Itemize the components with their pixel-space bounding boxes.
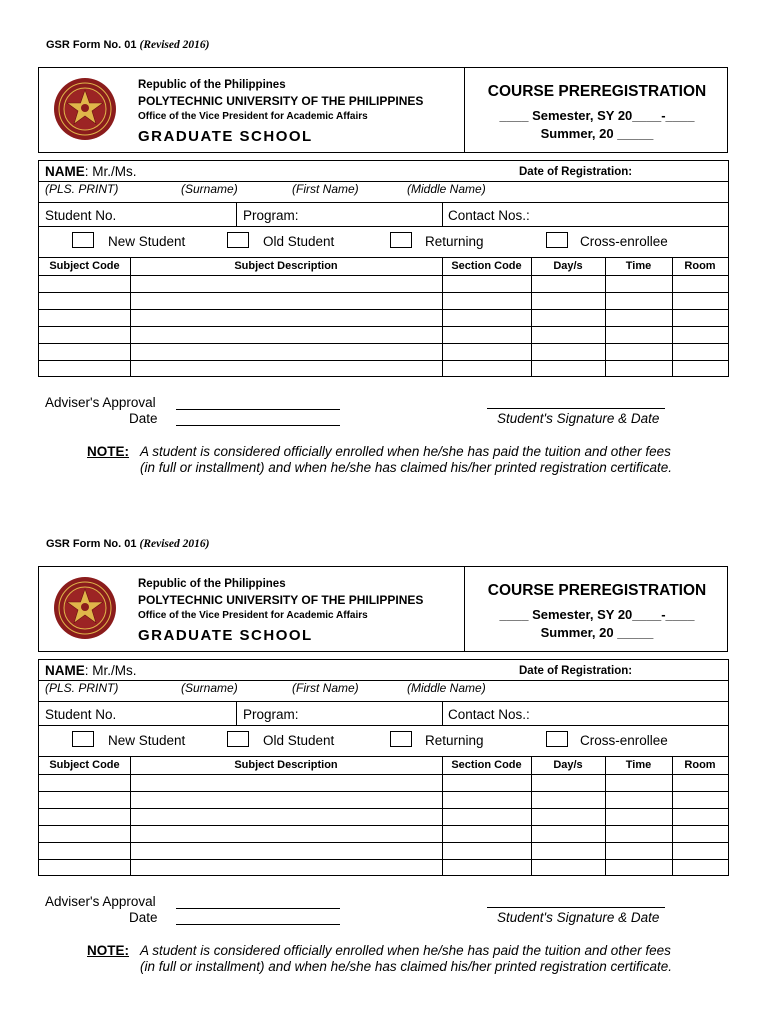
name-field[interactable]: NAME: Mr./Ms. <box>45 663 137 678</box>
column-header-room: Room <box>684 260 716 272</box>
program-field[interactable]: Program: <box>243 707 299 722</box>
form-header <box>38 566 728 652</box>
row-divider <box>39 680 728 681</box>
university-name: POLYTECHNIC UNIVERSITY OF THE PHILIPPINES <box>138 94 424 108</box>
row-divider <box>39 226 728 227</box>
new-student-label: New Student <box>108 733 186 748</box>
office-name: Office of the Vice President for Academic Affairs <box>138 610 368 621</box>
form-title: COURSE PREREGISTRATION <box>487 83 707 100</box>
column-header-days: Day/s <box>553 260 583 272</box>
table-row-line <box>39 326 728 327</box>
student-no-field[interactable]: Student No. <box>45 208 117 223</box>
table-row-line <box>39 275 728 276</box>
note-label: NOTE: <box>87 444 129 459</box>
pls-print-label: (PLS. PRINT) <box>45 681 119 695</box>
revision-note: (Revised 2016) <box>139 39 210 51</box>
cross-enrollee-checkbox[interactable] <box>546 731 568 747</box>
university-name: POLYTECHNIC UNIVERSITY OF THE PHILIPPINES <box>138 593 424 607</box>
registration-table <box>38 160 729 377</box>
table-row-line <box>39 842 728 843</box>
pls-print-label: (PLS. PRINT) <box>45 182 119 196</box>
note-line-2: (in full or installment) and when he/she has claimed his/her printed registration certificate. <box>140 959 673 974</box>
column-header-section-code: Section Code <box>451 759 522 771</box>
preregistration-form <box>0 499 768 998</box>
registration-table <box>38 659 729 876</box>
row-divider <box>39 725 728 726</box>
row-divider <box>39 701 728 702</box>
revision-note: (Revised 2016) <box>139 538 210 550</box>
new-student-checkbox[interactable] <box>72 731 94 747</box>
table-row-line <box>39 774 728 775</box>
office-name: Office of the Vice President for Academic Affairs <box>138 111 368 122</box>
old-student-checkbox[interactable] <box>227 232 249 248</box>
old-student-checkbox[interactable] <box>227 731 249 747</box>
returning-label: Returning <box>425 234 484 249</box>
semester-line: ____ Semester, SY 20____-____ <box>499 607 695 622</box>
name-field[interactable]: NAME: Mr./Ms. <box>45 164 137 179</box>
cell-divider <box>236 202 237 226</box>
column-header-room: Room <box>684 759 716 771</box>
contact-nos-field[interactable]: Contact Nos.: <box>448 208 530 223</box>
old-student-label: Old Student <box>263 733 335 748</box>
summer-line: Summer, 20 _____ <box>540 126 654 141</box>
student-signature-label: Student's Signature & Date <box>497 411 660 426</box>
note-line-1: A student is considered officially enrolled when he/she has paid the tuition and other fees <box>140 943 671 958</box>
form-title: COURSE PREREGISTRATION <box>487 582 707 599</box>
school-name: GRADUATE SCHOOL <box>138 627 313 644</box>
table-row-line <box>39 343 728 344</box>
returning-checkbox[interactable] <box>390 232 412 248</box>
advisers-approval-label: Adviser's Approval <box>45 395 156 410</box>
semester-line: ____ Semester, SY 20____-____ <box>499 108 695 123</box>
old-student-label: Old Student <box>263 234 335 249</box>
approval-date-line[interactable] <box>176 909 340 925</box>
form-number: GSR Form No. 01 (Revised 2016) <box>46 538 210 550</box>
republic-label: Republic of the Philippines <box>138 79 286 91</box>
date-of-registration-label: Date of Registration: <box>519 166 633 178</box>
cell-divider <box>236 701 237 725</box>
column-header-subject-code: Subject Code <box>49 260 120 272</box>
column-header-subject-code: Subject Code <box>49 759 120 771</box>
contact-nos-field[interactable]: Contact Nos.: <box>448 707 530 722</box>
republic-label: Republic of the Philippines <box>138 578 286 590</box>
column-header-time: Time <box>625 260 652 272</box>
advisers-approval-label: Adviser's Approval <box>45 894 156 909</box>
returning-label: Returning <box>425 733 484 748</box>
pup-seal-icon <box>53 576 117 640</box>
column-header-subject-description: Subject Description <box>234 759 338 771</box>
table-row-line <box>39 859 728 860</box>
school-name: GRADUATE SCHOOL <box>138 128 313 145</box>
table-row-line <box>39 360 728 361</box>
new-student-checkbox[interactable] <box>72 232 94 248</box>
row-divider <box>39 257 728 258</box>
advisers-approval-line[interactable] <box>176 394 340 410</box>
student-signature-label: Student's Signature & Date <box>497 910 660 925</box>
middle-name-label: (Middle Name) <box>407 681 486 695</box>
new-student-label: New Student <box>108 234 186 249</box>
approval-date-label: Date <box>129 910 158 925</box>
advisers-approval-line[interactable] <box>176 893 340 909</box>
row-divider <box>39 202 728 203</box>
row-divider <box>39 181 728 182</box>
cross-enrollee-label: Cross-enrollee <box>580 733 668 748</box>
column-header-time: Time <box>625 759 652 771</box>
cross-enrollee-label: Cross-enrollee <box>580 234 668 249</box>
date-of-registration-label: Date of Registration: <box>519 665 633 677</box>
returning-checkbox[interactable] <box>390 731 412 747</box>
column-header-subject-description: Subject Description <box>234 260 338 272</box>
student-signature-line[interactable] <box>487 892 665 908</box>
middle-name-label: (Middle Name) <box>407 182 486 196</box>
approval-date-label: Date <box>129 411 158 426</box>
table-row-line <box>39 309 728 310</box>
first-name-label: (First Name) <box>292 681 359 695</box>
approval-date-line[interactable] <box>176 410 340 426</box>
table-row-line <box>39 825 728 826</box>
cell-divider <box>442 701 443 725</box>
first-name-label: (First Name) <box>292 182 359 196</box>
pup-seal-icon <box>53 77 117 141</box>
table-row-line <box>39 808 728 809</box>
table-row-line <box>39 292 728 293</box>
summer-line: Summer, 20 _____ <box>540 625 654 640</box>
student-no-field[interactable]: Student No. <box>45 707 117 722</box>
surname-label: (Surname) <box>181 681 238 695</box>
program-field[interactable]: Program: <box>243 208 299 223</box>
note-line-2: (in full or installment) and when he/she has claimed his/her printed registration certificate. <box>140 460 673 475</box>
student-signature-line[interactable] <box>487 393 665 409</box>
cell-divider <box>442 202 443 226</box>
form-header <box>38 67 728 153</box>
table-row-line <box>39 791 728 792</box>
surname-label: (Surname) <box>181 182 238 196</box>
preregistration-form <box>0 0 768 499</box>
note-label: NOTE: <box>87 943 129 958</box>
column-header-days: Day/s <box>553 759 583 771</box>
note-line-1: A student is considered officially enrolled when he/she has paid the tuition and other fees <box>140 444 671 459</box>
row-divider <box>39 756 728 757</box>
column-header-section-code: Section Code <box>451 260 522 272</box>
cross-enrollee-checkbox[interactable] <box>546 232 568 248</box>
form-number: GSR Form No. 01 (Revised 2016) <box>46 39 210 51</box>
